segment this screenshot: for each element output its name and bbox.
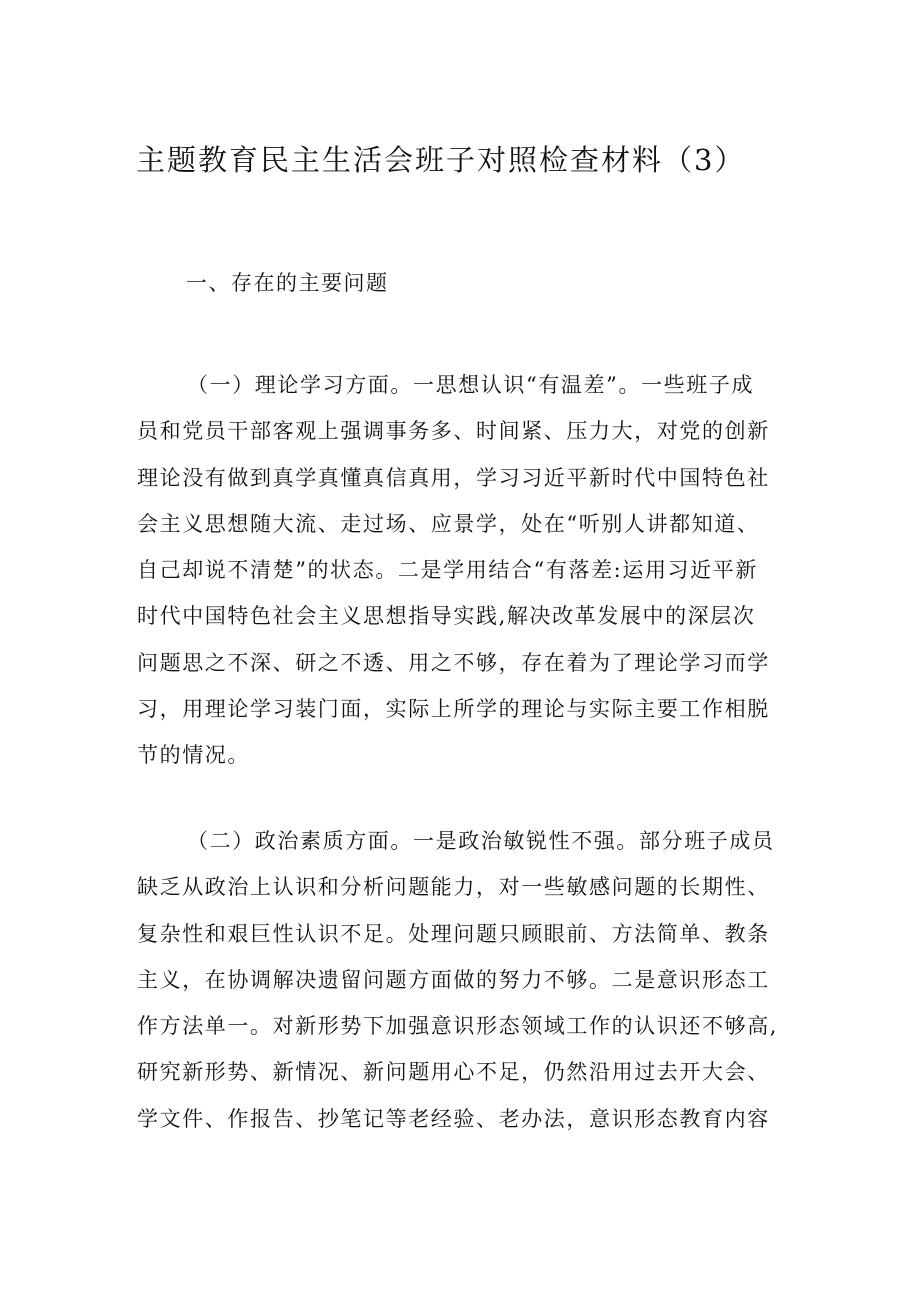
paragraph-theory-study [137, 362, 793, 779]
paragraph-line: 时代中国特色社会主义思想指导实践,解决改革发展中的深层次 [137, 604, 756, 629]
paragraph-political-quality [137, 818, 793, 1142]
paragraph-line: 复杂性和艰巨性认识不足。处理问题只顾眼前、方法简单、教条 [137, 921, 770, 946]
paragraph-line: 自己却说不清楚”的状态。二是学用结合“有落差:运用习近平新 [137, 558, 758, 583]
paragraph-line: 习，用理论学习装门面，实际上所学的理论与实际主要工作相脱 [137, 697, 770, 722]
paragraph-line: 问题思之不深、研之不透、用之不够，存在着为了理论学习而学 [137, 650, 770, 675]
section-heading: 一、存在的主要问题 [186, 271, 389, 295]
paragraph-line: （二）政治素质方面。一是政治敏锐性不强。部分班子成员 [187, 829, 775, 853]
document-title: 主题教育民主生活会班子对照检查材料（3） [136, 143, 746, 177]
paragraph-line: 作方法单一。对新形势下加强意识形态领域工作的认识还不够高, [137, 1014, 779, 1039]
paragraph-line: 理论没有做到真学真懂真信真用，学习习近平新时代中国特色社 [137, 465, 770, 490]
paragraph-line: 主义，在协调解决遗留问题方面做的努力不够。二是意识形态工 [137, 967, 770, 992]
paragraph-line: 缺乏从政治上认识和分析问题能力，对一些敏感问题的长期性、 [137, 875, 770, 900]
paragraph-line: （一）理论学习方面。一思想认识“有温差”。一些班子成 [187, 373, 755, 397]
paragraph-line: 节的情况。 [137, 743, 250, 768]
paragraph-line: 员和党员干部客观上强调事务多、时间紧、压力大，对党的创新 [137, 419, 770, 444]
paragraph-line: 学文件、作报告、抄笔记等老经验、老办法，意识形态教育内容 [137, 1106, 770, 1131]
paragraph-line: 会主义思想随大流、走过场、应景学，处在“听别人讲都知道、 [137, 511, 760, 536]
paragraph-line: 研究新形势、新情况、新问题用心不足，仍然沿用过去开大会、 [137, 1060, 770, 1085]
